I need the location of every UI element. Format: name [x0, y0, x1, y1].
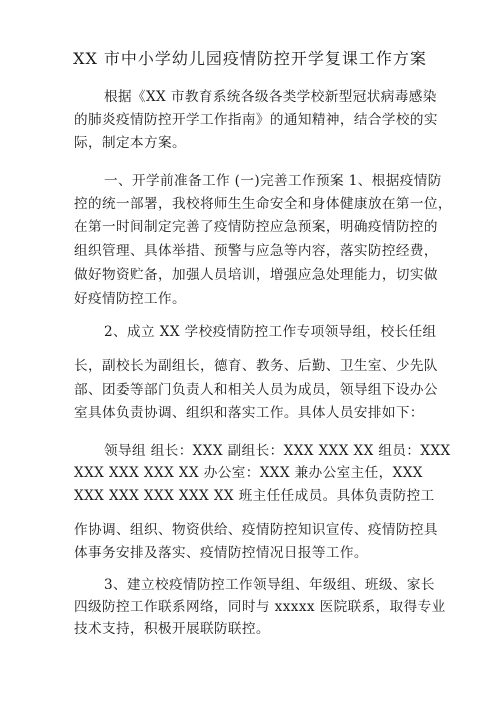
linkage-line-2: 四级防控工作联系网络，同时与 xxxxx 医院联系，取得专业 [74, 599, 446, 615]
intro-line-1: 根据《XX 市教育系统各级各类学校新型冠状病毒感染 [104, 89, 437, 105]
leadership-line-3: 部、团委等部门负责人和相关人员为成员，领导组下设办公 [74, 382, 438, 398]
staff-line-2: XXX XXX XXX XX 办公室：XXX 兼办公室主任，XXX [74, 465, 423, 481]
preparation-line-2: 控的统一部署，我校将师生生命安全和身体健康放在第一位， [74, 196, 452, 212]
leadership-line-4: 室具体负责协调、组织和落实工作。具体人员安排如下： [74, 405, 424, 421]
preparation-line-3: 在第一时间制定完善了疫情防控应急预案，明确疫情防控的 [74, 219, 438, 235]
staff-line-3: XXX XXX XXX XXX XX 班主任任成员。具体负责防控工 [74, 488, 435, 504]
preparation-line-4: 组织管理、具体举措、预警与应急等内容，落实防控经费， [74, 243, 438, 259]
staff-line-5: 体事务安排及落实、疫情防控情况日报等工作。 [74, 545, 368, 561]
document-title: XX 市中小学幼儿园疫情防控开学复课工作方案 [73, 49, 427, 68]
intro-line-2: 的肺炎疫情防控开学工作指南》的通知精神，结合学校的实 [74, 112, 438, 128]
preparation-line-6: 好疫情防控工作。 [74, 291, 186, 307]
staff-line-4: 作协调、组织、物资供给、疫情防控知识宣传、疫情防控具 [74, 522, 438, 538]
intro-line-3: 际，制定本方案。 [74, 135, 186, 151]
staff-line-1: 领导组 组长：XXX 副组长：XXX XXX XX 组员：XXX [104, 443, 451, 459]
preparation-line-1: 一、开学前准备工作 (一)完善工作预案 1、根据疫情防 [104, 173, 442, 189]
linkage-line-3: 技术支持，积极开展联防联控。 [74, 621, 270, 637]
linkage-line-1: 3、建立校疫情防控工作领导组、年级组、班级、家长 [104, 577, 435, 593]
leadership-line-1: 2、成立 XX 学校疫情防控工作专项领导组，校长任组 [104, 324, 437, 340]
leadership-line-2: 长，副校长为副组长，德育、教务、后勤、卫生室、少先队 [74, 358, 438, 374]
preparation-line-5: 做好物资贮备，加强人员培训，增强应急处理能力，切实做 [74, 267, 438, 283]
